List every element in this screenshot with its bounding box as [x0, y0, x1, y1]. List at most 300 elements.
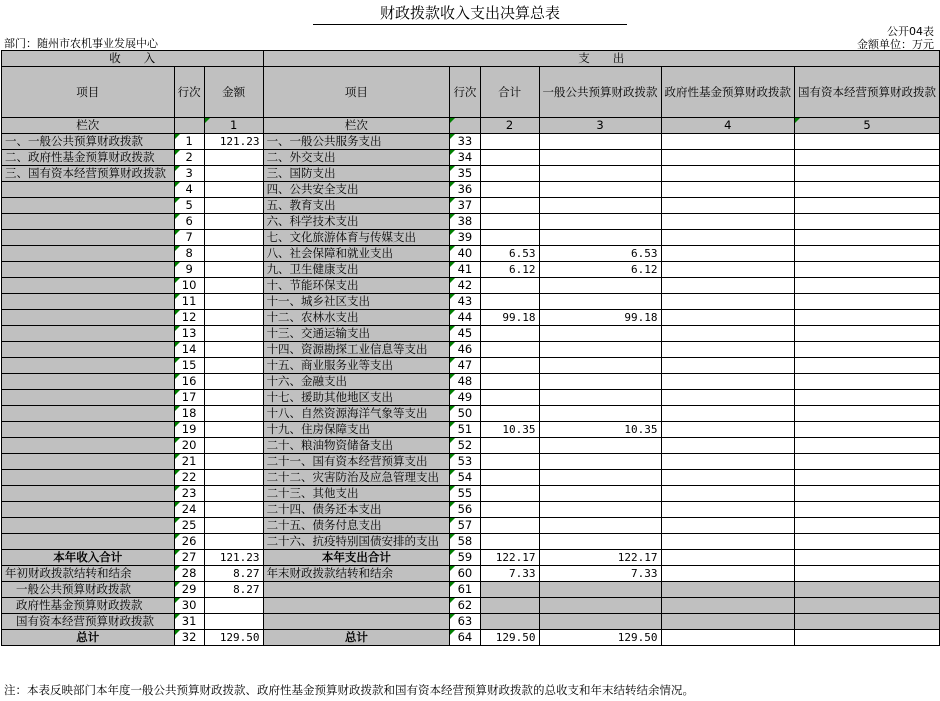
form-number: 公开04表 — [887, 25, 934, 38]
income-amount — [204, 230, 263, 246]
expense-total — [480, 150, 539, 166]
grand-total-amount: 129.50 — [204, 630, 263, 646]
sub3-exp-c4 — [661, 614, 795, 630]
grand-exp-label: 总计 — [263, 630, 450, 646]
expense-total: 6.53 — [480, 246, 539, 262]
sub2-label: 政府性基金预算财政拨款 — [2, 598, 175, 614]
year-income-amount: 121.23 — [204, 550, 263, 566]
income-amount — [204, 166, 263, 182]
expense-gov-fund — [661, 502, 795, 518]
expense-row-no: 36 — [450, 182, 481, 198]
table-row — [2, 470, 940, 486]
sub1-exp-blank — [263, 582, 450, 598]
table-row — [2, 534, 940, 550]
expense-state-capital — [795, 262, 940, 278]
expense-item: 十一、城乡社区支出 — [263, 294, 450, 310]
income-amount — [204, 534, 263, 550]
expense-total — [480, 342, 539, 358]
expense-general — [539, 406, 661, 422]
expense-item: 二、外交支出 — [263, 150, 450, 166]
sub1-amount: 8.27 — [204, 582, 263, 598]
expense-col-4: 4 — [661, 118, 795, 134]
expense-item: 十三、交通运输支出 — [263, 326, 450, 342]
expense-total — [480, 182, 539, 198]
sub3-exp-c3 — [539, 614, 661, 630]
expense-general — [539, 230, 661, 246]
income-item — [2, 422, 175, 438]
expense-gov-fund — [661, 134, 795, 150]
income-item: 一、一般公共预算财政拨款 — [2, 134, 175, 150]
income-col-label: 栏次 — [2, 118, 175, 134]
income-item — [2, 326, 175, 342]
expense-general — [539, 326, 661, 342]
expense-state-capital — [795, 438, 940, 454]
expense-general — [539, 294, 661, 310]
expense-row-no: 40 — [450, 246, 481, 262]
expense-gov-fund — [661, 486, 795, 502]
expense-item: 二十一、国有资本经营预算支出 — [263, 454, 450, 470]
expense-general — [539, 134, 661, 150]
income-item — [2, 246, 175, 262]
expense-gov-fund — [661, 294, 795, 310]
table-row — [2, 342, 940, 358]
income-row-no: 1 — [174, 134, 204, 150]
expense-general: 6.12 — [539, 262, 661, 278]
expense-general — [539, 214, 661, 230]
income-item — [2, 310, 175, 326]
expense-item: 六、科学技术支出 — [263, 214, 450, 230]
expense-item: 七、文化旅游体育与传媒支出 — [263, 230, 450, 246]
income-row-no: 24 — [174, 502, 204, 518]
expense-total: 10.35 — [480, 422, 539, 438]
expense-item-header: 项目 — [263, 67, 450, 118]
table-row — [2, 374, 940, 390]
expense-general — [539, 390, 661, 406]
expense-state-capital — [795, 294, 940, 310]
table-row — [2, 454, 940, 470]
expense-total — [480, 326, 539, 342]
expense-general: 99.18 — [539, 310, 661, 326]
expense-state-capital — [795, 150, 940, 166]
income-row-no: 26 — [174, 534, 204, 550]
expense-row-no: 55 — [450, 486, 481, 502]
expense-total — [480, 502, 539, 518]
income-amount — [204, 198, 263, 214]
income-item — [2, 486, 175, 502]
expense-state-capital — [795, 230, 940, 246]
income-row-no: 17 — [174, 390, 204, 406]
income-row-no: 18 — [174, 406, 204, 422]
expense-gov-fund — [661, 310, 795, 326]
expense-row-no: 53 — [450, 454, 481, 470]
income-amount — [204, 454, 263, 470]
grand-exp-no: 64 — [450, 630, 481, 646]
income-amount — [204, 278, 263, 294]
income-amount — [204, 294, 263, 310]
expense-item: 三、国防支出 — [263, 166, 450, 182]
sub2-exp-c5 — [795, 598, 940, 614]
income-row-no: 20 — [174, 438, 204, 454]
expense-section-header: 支 出 — [263, 51, 939, 67]
expense-general — [539, 534, 661, 550]
expense-row-no: 48 — [450, 374, 481, 390]
expense-gov-fund — [661, 150, 795, 166]
unit-label: 金额单位：万元 — [857, 38, 934, 51]
expense-item: 二十三、其他支出 — [263, 486, 450, 502]
year-income-no: 27 — [174, 550, 204, 566]
year-exp-state — [795, 550, 940, 566]
income-amount — [204, 374, 263, 390]
income-row-no: 16 — [174, 374, 204, 390]
expense-item: 一、一般公共服务支出 — [263, 134, 450, 150]
expense-gov-fund — [661, 214, 795, 230]
expense-col-5: 5 — [795, 118, 940, 134]
income-item — [2, 438, 175, 454]
expense-col-2: 2 — [480, 118, 539, 134]
expense-state-capital — [795, 518, 940, 534]
expense-gov-fund — [661, 342, 795, 358]
income-item — [2, 470, 175, 486]
income-item — [2, 502, 175, 518]
sub3-amount — [204, 614, 263, 630]
expense-item: 十五、商业服务业等支出 — [263, 358, 450, 374]
expense-general: 10.35 — [539, 422, 661, 438]
grand-exp-general: 129.50 — [539, 630, 661, 646]
sub2-exp-no: 62 — [450, 598, 481, 614]
income-amount — [204, 310, 263, 326]
income-item — [2, 230, 175, 246]
expense-state-capital — [795, 342, 940, 358]
expense-row-no: 44 — [450, 310, 481, 326]
sub1-no: 29 — [174, 582, 204, 598]
income-col-blank — [174, 118, 204, 134]
expense-gov-fund — [661, 198, 795, 214]
expense-gov-fund — [661, 438, 795, 454]
expense-general — [539, 278, 661, 294]
expense-item: 二十四、债务还本支出 — [263, 502, 450, 518]
begin-balance-label: 年初财政拨款结转和结余 — [2, 566, 175, 582]
table-row — [2, 262, 940, 278]
income-row-no: 10 — [174, 278, 204, 294]
expense-state-capital — [795, 134, 940, 150]
income-row-no: 9 — [174, 262, 204, 278]
expense-gov-fund — [661, 230, 795, 246]
income-row-no: 25 — [174, 518, 204, 534]
expense-total: 6.12 — [480, 262, 539, 278]
income-item — [2, 262, 175, 278]
expense-state-capital — [795, 374, 940, 390]
expense-general — [539, 342, 661, 358]
expense-col-blank — [450, 118, 481, 134]
income-row-no: 13 — [174, 326, 204, 342]
income-row-no: 22 — [174, 470, 204, 486]
expense-gov-fund — [661, 470, 795, 486]
income-amount — [204, 390, 263, 406]
expense-general: 6.53 — [539, 246, 661, 262]
grand-total-label: 总计 — [2, 630, 175, 646]
sub2-exp-c4 — [661, 598, 795, 614]
expense-general — [539, 518, 661, 534]
income-row-no: 21 — [174, 454, 204, 470]
table-row — [2, 230, 940, 246]
sub2-amount — [204, 598, 263, 614]
department-label: 部门：随州市农机事业发展中心 — [4, 37, 158, 50]
expense-gov-fund — [661, 534, 795, 550]
sub3-label: 国有资本经营预算财政拨款 — [2, 614, 175, 630]
table-row — [2, 422, 940, 438]
expense-row-no: 35 — [450, 166, 481, 182]
income-item — [2, 214, 175, 230]
expense-row-no: 51 — [450, 422, 481, 438]
expense-item: 十九、住房保障支出 — [263, 422, 450, 438]
expense-total — [480, 214, 539, 230]
table-row — [2, 134, 940, 150]
expense-total — [480, 358, 539, 374]
expense-item: 十二、农林水支出 — [263, 310, 450, 326]
income-item — [2, 406, 175, 422]
income-row-no: 5 — [174, 198, 204, 214]
income-row-no: 11 — [174, 294, 204, 310]
expense-rowno-header: 行次 — [450, 67, 481, 118]
sub1-exp-c5 — [795, 582, 940, 598]
income-amount — [204, 358, 263, 374]
expense-col-3: 3 — [539, 118, 661, 134]
income-amount — [204, 326, 263, 342]
sub2-no: 30 — [174, 598, 204, 614]
expense-gov-fund — [661, 326, 795, 342]
sub1-exp-c3 — [539, 582, 661, 598]
sub1-exp-c2 — [480, 582, 539, 598]
expense-state-capital — [795, 182, 940, 198]
sub1-label: 一般公共预算财政拨款 — [2, 582, 175, 598]
expense-general — [539, 198, 661, 214]
grand-total-no: 32 — [174, 630, 204, 646]
expense-general — [539, 502, 661, 518]
budget-table — [1, 50, 940, 646]
grand-exp-state — [795, 630, 940, 646]
expense-general — [539, 438, 661, 454]
expense-gov-fund — [661, 422, 795, 438]
sub2-exp-c3 — [539, 598, 661, 614]
expense-item: 九、卫生健康支出 — [263, 262, 450, 278]
income-item — [2, 454, 175, 470]
table-row — [2, 198, 940, 214]
expense-item: 十八、自然资源海洋气象等支出 — [263, 406, 450, 422]
expense-item: 二十二、灾害防治及应急管理支出 — [263, 470, 450, 486]
expense-gov-fund — [661, 454, 795, 470]
table-row — [2, 358, 940, 374]
expense-row-no: 54 — [450, 470, 481, 486]
table-row — [2, 310, 940, 326]
income-amount — [204, 518, 263, 534]
income-amount — [204, 246, 263, 262]
expense-total — [480, 134, 539, 150]
expense-total — [480, 166, 539, 182]
table-row — [2, 294, 940, 310]
sub1-exp-c4 — [661, 582, 795, 598]
sub1-exp-no: 61 — [450, 582, 481, 598]
table-row — [2, 150, 940, 166]
expense-row-no: 45 — [450, 326, 481, 342]
expense-row-no: 37 — [450, 198, 481, 214]
expense-general — [539, 470, 661, 486]
expense-state-capital — [795, 198, 940, 214]
income-rowno-header: 行次 — [174, 67, 204, 118]
expense-item: 二十六、抗疫特别国债安排的支出 — [263, 534, 450, 550]
expense-total-header: 合计 — [480, 67, 539, 118]
income-row-no: 14 — [174, 342, 204, 358]
expense-row-no: 52 — [450, 438, 481, 454]
end-balance-label: 年末财政拨款结转和结余 — [263, 566, 450, 582]
expense-total — [480, 230, 539, 246]
end-balance-gov — [661, 566, 795, 582]
income-row-no: 2 — [174, 150, 204, 166]
expense-row-no: 47 — [450, 358, 481, 374]
sub3-exp-c2 — [480, 614, 539, 630]
income-amount — [204, 438, 263, 454]
income-item — [2, 374, 175, 390]
sub3-exp-no: 63 — [450, 614, 481, 630]
income-item: 二、政府性基金预算财政拨款 — [2, 150, 175, 166]
year-exp-no: 59 — [450, 550, 481, 566]
expense-total — [480, 406, 539, 422]
expense-row-no: 56 — [450, 502, 481, 518]
expense-state-capital — [795, 470, 940, 486]
income-amount — [204, 406, 263, 422]
year-exp-general: 122.17 — [539, 550, 661, 566]
expense-total — [480, 294, 539, 310]
expense-item: 十六、金融支出 — [263, 374, 450, 390]
expense-general — [539, 358, 661, 374]
expense-item: 十、节能环保支出 — [263, 278, 450, 294]
income-row-no: 23 — [174, 486, 204, 502]
expense-govfund-header: 政府性基金预算财政拨款 — [661, 67, 795, 118]
year-exp-total: 122.17 — [480, 550, 539, 566]
expense-row-no: 49 — [450, 390, 481, 406]
expense-gov-fund — [661, 262, 795, 278]
expense-gov-fund — [661, 358, 795, 374]
expense-row-no: 58 — [450, 534, 481, 550]
expense-general — [539, 166, 661, 182]
expense-state-capital — [795, 534, 940, 550]
income-item — [2, 278, 175, 294]
expense-total — [480, 374, 539, 390]
year-income-label: 本年收入合计 — [2, 550, 175, 566]
expense-gov-fund — [661, 518, 795, 534]
end-balance-state — [795, 566, 940, 582]
income-amount — [204, 422, 263, 438]
expense-state-capital — [795, 278, 940, 294]
begin-balance-no: 28 — [174, 566, 204, 582]
expense-item: 二十、粮油物资储备支出 — [263, 438, 450, 454]
expense-row-no: 41 — [450, 262, 481, 278]
expense-total — [480, 438, 539, 454]
income-amount — [204, 342, 263, 358]
footnote: 注：本表反映部门本年度一般公共预算财政拨款、政府性基金预算财政拨款和国有资本经营预算财政拨款的总收支和年末结转结余情况。 — [4, 683, 694, 697]
expense-general — [539, 374, 661, 390]
expense-row-no: 43 — [450, 294, 481, 310]
table-row — [2, 486, 940, 502]
expense-general — [539, 454, 661, 470]
expense-item: 二十五、债务付息支出 — [263, 518, 450, 534]
title-underline — [313, 24, 627, 25]
income-col-1: 1 — [204, 118, 263, 134]
income-amount — [204, 182, 263, 198]
expense-state-capital — [795, 502, 940, 518]
expense-total — [480, 198, 539, 214]
expense-item: 十七、援助其他地区支出 — [263, 390, 450, 406]
table-row — [2, 326, 940, 342]
income-row-no: 12 — [174, 310, 204, 326]
sub3-exp-blank — [263, 614, 450, 630]
sub3-exp-c5 — [795, 614, 940, 630]
expense-total — [480, 470, 539, 486]
expense-state-capital — [795, 166, 940, 182]
end-balance-no: 60 — [450, 566, 481, 582]
table-row — [2, 182, 940, 198]
expense-row-no: 34 — [450, 150, 481, 166]
income-item — [2, 518, 175, 534]
expense-gov-fund — [661, 246, 795, 262]
expense-state-capital — [795, 214, 940, 230]
table-row — [2, 502, 940, 518]
expense-total — [480, 390, 539, 406]
income-row-no: 15 — [174, 358, 204, 374]
income-amount-header: 金额 — [204, 67, 263, 118]
year-exp-label: 本年支出合计 — [263, 550, 450, 566]
income-row-no: 4 — [174, 182, 204, 198]
income-amount: 121.23 — [204, 134, 263, 150]
expense-row-no: 50 — [450, 406, 481, 422]
sub2-exp-c2 — [480, 598, 539, 614]
expense-total — [480, 454, 539, 470]
expense-gov-fund — [661, 278, 795, 294]
income-item — [2, 182, 175, 198]
income-item-header: 项目 — [2, 67, 175, 118]
income-row-no: 8 — [174, 246, 204, 262]
table-row — [2, 438, 940, 454]
income-amount — [204, 150, 263, 166]
expense-total — [480, 278, 539, 294]
expense-item: 四、公共安全支出 — [263, 182, 450, 198]
income-amount — [204, 470, 263, 486]
end-balance-general: 7.33 — [539, 566, 661, 582]
expense-state-capital — [795, 486, 940, 502]
sub3-no: 31 — [174, 614, 204, 630]
expense-general-header: 一般公共预算财政拨款 — [539, 67, 661, 118]
expense-total: 99.18 — [480, 310, 539, 326]
expense-row-no: 38 — [450, 214, 481, 230]
table-row — [2, 214, 940, 230]
income-row-no: 3 — [174, 166, 204, 182]
expense-gov-fund — [661, 166, 795, 182]
income-row-no: 19 — [174, 422, 204, 438]
income-item — [2, 358, 175, 374]
expense-gov-fund — [661, 406, 795, 422]
expense-gov-fund — [661, 390, 795, 406]
sub2-exp-blank — [263, 598, 450, 614]
expense-state-capital — [795, 454, 940, 470]
income-item — [2, 534, 175, 550]
income-row-no: 6 — [174, 214, 204, 230]
expense-item: 五、教育支出 — [263, 198, 450, 214]
expense-total — [480, 486, 539, 502]
income-item: 三、国有资本经营预算财政拨款 — [2, 166, 175, 182]
year-exp-gov — [661, 550, 795, 566]
expense-state-capital — [795, 422, 940, 438]
expense-general — [539, 150, 661, 166]
expense-row-no: 57 — [450, 518, 481, 534]
